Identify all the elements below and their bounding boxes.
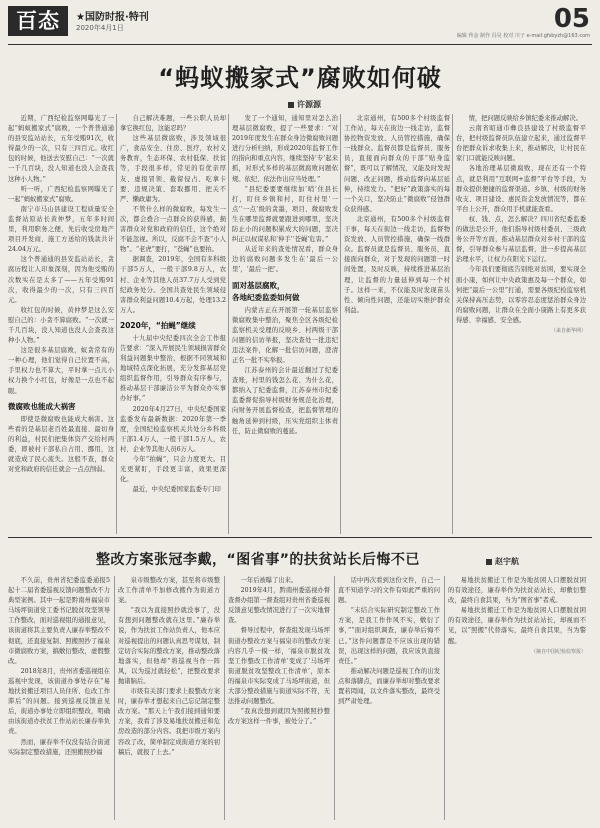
issue-date: 2020年4月1日: [76, 24, 124, 32]
body-paragraph: 这些基层微腐败，涉及领域很广，食品安全、住房、医疗，农村义务教育，生态环保、农村低保、扶贫等，手段很多样，常见的有优亲厚友、虚报冒领、截留侵占、吃拿卡要、违规决策、套取挪用、把关不严、懒政庸为。: [120, 135, 226, 203]
body-paragraph: 话中再次看到这份文件，自己一直不知道学习的文件有如此严重的问题。: [338, 577, 440, 605]
body-paragraph: 自己解决难题，一些公职人员却拿它换红包，这能忍吗？: [120, 115, 226, 133]
column-divider: [224, 576, 225, 820]
body-paragraph: 南宁市马山县建设工程质量安全监督站原站长黄仲梦，五年多时间里，利用职务之便，先后收受房地产项目开发商、施工方送给的钱款共计24.04万元。: [8, 205, 114, 254]
column-divider: [228, 114, 229, 534]
body-paragraph: 2020年4月27日，中央纪委国家监委发布最新数据：2020年第一季度，全国纪检监察机关共处分乡科级干部1.4万人，一般干部1.5万人，农村、企业等其他人员6万人。: [120, 405, 226, 453]
source-signature: （来自新华网）: [550, 327, 586, 334]
editor-credits: 编辑 佟金 制作 冯昊 校对 川子 e-mail:gfsbyzh@163.com: [456, 33, 590, 39]
body-paragraph: 各地治理基层微腐败，现在还有一个特点，就是利用“互联网+监督”平台等手段，为群众提供便捷的监督渠道。乡镇、村级的财务收支、项目建设、惠民资金发放情况等，都在平台上公开，群众用手机就能查看。: [456, 165, 586, 213]
body-paragraph: 督导过程中，督查组发现马场坪街道办整改方案与福泉市的整改方案内容几乎一模一样，‘福泉市脱贫攻坚工作整改工作清单’变成了‘马场坪街道脱贫攻坚整改工作清单’，原本的福泉市实际变成了马场坪街道，但大部分整改措施与街道实际不符，无法推动问题整改。: [228, 627, 330, 706]
column-divider: [340, 114, 341, 534]
body-paragraph: 内蒙古正在开展第一轮基层监察微腐败集中整治，聚焦全区各级纪检监察机关受理的反映乡、村两级干部问题的信访举报，坚决查处一批违纪违法案件，化解一批信访问题，澄清正名一批不实举报。: [232, 306, 338, 364]
body-paragraph: 发了一个通知，通知里对怎么治理基层微腐败，提了一些要求：“对2019年度发生在群众身边微腐败问题进行分析归纳，形成2020年监督工作的指向和重点内容，继续坚持‘专’起来抓，对形式多样的基层微腐败问题依规。依纪、依法作出应当处理。”: [232, 115, 338, 183]
body-paragraph: 易地扶贫搬迁工作是为地贫困人口摆脱贫困的有效途径，廉春举作为扶贫站站长，却视而不见，以“照搬”代替落实，最终自食其果，当为警醒。: [448, 607, 586, 645]
body-paragraph: “我以为直接照抄就没事了，没有想到问题整改就在这里。”廉春举说，作为扶贫工作站负责人，他本应对巡视提出的问题认真思考谋划，制定切合实际的整改方案，推动整改落地落实，但他却“将巡视当作一阵风，以为巡过就轻松”，把整改要求抛诸脑后。: [118, 607, 220, 685]
body-paragraph: 最近，中央纪委国家监委专门印: [132, 486, 221, 494]
article2-author: 赵宇航: [495, 557, 519, 566]
body-paragraph: 江苏泰州的会计最近翻过了纪委查账，村里的钱怎么花、为什么花，都纳入了纪委监督，江苏泰州市纪委监委督促指导村级财务规范化治理，向财务开展监督检查，把监督管理的触角延伸到村级，压实党组织主体责任，防止微腐败的蔓延。: [232, 367, 338, 435]
masthead: [8, 6, 592, 40]
article2-byline: [486, 556, 519, 567]
column-divider: [116, 114, 117, 534]
body-paragraph: 这是很多基层腐败，蚁贪常有的一种心理，他们觉得自己位置不高，手里权力也不算大，平时拿一点儿小权力换个小红包，好像是一点也不起眼。: [8, 347, 114, 395]
body-paragraph: 近期，广西纪检监察网曝光了一起“蚂蚁搬家式”腐败，一个普普通通的县安监站站长，五年受贿91次，收得最少的一次，只有三四百元。收红包的时候，他送去安慰自己：“一次就一千几百块，没人知道也没人会查我这种小人物。”: [8, 115, 114, 183]
article1-byline: [288, 99, 321, 110]
body-paragraph: 听一听，广西纪检监察网曝光了一起“蚂蚁搬家式”腐败。: [8, 185, 114, 203]
body-paragraph: 情，把问题反映给乡镇纪委来推动解决。: [468, 115, 582, 122]
masthead-divider: [8, 44, 592, 45]
body-paragraph: 市级有关部门要求上报整改方案时，廉春举才想起来自己忘记制定整改方案。“那天上午我们接到通知要方案，我看了涉及易地扶贫搬迁和危房改造的部分内容。我把市级方案内容改了改，简单制定成街道方案的初稿后，就报了上去。”: [118, 688, 220, 756]
body-paragraph: 十九届中央纪委四次全会工作报告要求：“深入开展民生领域损害群众利益问题集中整治，根据不同领域和地域特点深化拓展，充分发挥基层党组织监督作用，引导群众有序参与，推动基层干部廉洁公平为群众办实事办好事。”: [120, 334, 226, 403]
body-paragraph: 北京通州，有500多个村级监督干事，每天在街边一线走访，监督物资发放、人员管控措施，确保一线群众。监督员就是监督员、服务员，直接面向群众，对于发现的问题第一时间处置，及时反映，持续推进基层治理，让监督的力量延伸到每一个村子。这样一来，不仅能及时发现苗头性、倾向性问题，还能切实维护群众利益。: [344, 215, 450, 314]
article2-column-3: [228, 576, 330, 820]
body-paragraph: 今年“拍蝇”，只会力度更大。目光更紧盯，手段更丰富，效果更深化。: [120, 456, 226, 484]
article2-column-5: [448, 576, 586, 820]
section-subhead: 2020年，“拍蝇”继续: [120, 320, 196, 330]
article2-column-2: [118, 576, 220, 820]
article1-author: 许源源: [297, 100, 321, 109]
article1-title: “蚂蚁搬家式”腐败如何破: [158, 64, 442, 92]
body-paragraph: 据调查，2019年，全国有多科级干部5万人，一般干部9.8万人，农村、企业等其他人员37.7万人受到党纪政务处分。全国共查处民生领域侵害群众利益问题10.4万起，处理13.2万人。: [120, 256, 226, 314]
source-signature: （摘自中国纪检监察报）: [530, 648, 586, 655]
column-divider: [114, 576, 115, 820]
body-paragraph: 云南省昭通市彝良县建设了村级监督平台，把村级监督员队伍建立起来，通过监督平台把群众诉求收集上来，推动解决，让村民在家门口就能反映问题。: [456, 125, 586, 163]
body-paragraph: 然而，廉春举不仅没有结合街道实际制定整改措施，还照搬照抄福: [8, 738, 110, 756]
page-number: 05: [553, 4, 590, 34]
body-paragraph: 这个普通通的县安监站站长，贪腐历程让人印象深刻，因为他受贿的次数实在是太多了——五年受贿91次，收得最少的一次，只有三四百元。: [8, 256, 114, 304]
column-divider: [452, 114, 453, 534]
body-paragraph: 即使是微腐败也能成大祸害。这些看的是基层老百姓最直接、最切身的利益，村民们把集体资产交给村两委，即被村干部私自占用、挪用，这就造成了民心流失。这般不查，群众对党和政府的信任就会一点点削弱。: [8, 415, 114, 474]
body-paragraph: 不管什么样的微腐败，每发生一次，都会叠合一点群众的获得感，损害群众对党和政府的信任，这个绝对不能忽视。所以，反腐不会不查“小人物”。“老虎”要打，“苍蝇”也要拍。: [120, 205, 226, 254]
body-paragraph: “县纪委要要继续加‘哨’住县长打，盯住乡镇和村，盯住村里‘一点’‘一点’级的贪墨，项目、微腐败发生在哪里监督就要跟进到哪里，坚决防止小的问题积累成大的问题，坚决纠正以权谋私和‘伸手’‘苍蝇’危害。”: [232, 185, 338, 244]
article1-column-2: [120, 114, 226, 534]
body-paragraph: 2019年4月，黔南州委巡视办督查督办组第一督查组对贵州省委巡视反馈意见整改情况进行了一次实地督查。: [228, 587, 330, 625]
body-paragraph: 不久前，贵州省纪委监委通报5起十二届省委巡视反馈问题整改不力典型案例。其中一起是黔南州福泉市马场坪街道党工委书记脱贫攻坚领导工作整改，面对巡视组的通报意见，该街道将其主要负责人廉春举整改不彻底，还直接复制、照搬照抄了福泉市微腐败方案，搞敷衍整改，虚假整改。: [8, 577, 110, 665]
section-subhead: 面对基层腐败， 各地纪委监委如何做: [232, 280, 300, 302]
body-paragraph: “未结合实际研究制定整改工作方案，是我工作作风不实，敷衍了事，”“面对组织调查，廉春举后悔不已。”这件问题都是不应该出现的错误，出现这样的问题，我应该负直接责任。”: [338, 607, 440, 665]
body-paragraph: 泉市级整改方案，甚至将市级整改工作清单不加修改搬作为街道方案。: [118, 577, 220, 605]
section-subhead: 微腐败也能成大祸害: [8, 401, 76, 411]
article1-column-1: [8, 114, 114, 534]
byline-square-icon: [288, 102, 294, 108]
article-divider: [8, 537, 592, 538]
body-paragraph: 今年我们要彻底告别绝对贫困，要实现全面小康，如何让中央政策惠及每一个群众，如何把“最后一公里”打通，需要各级纪检监察机关保持高压态势，以零容忍态度惩治群众身边的腐败问题，让群众在全面小康路上有更多获得感、幸福感、安全感。: [456, 266, 586, 324]
article1-column-5: [456, 114, 586, 534]
body-paragraph: 推动解决问题是巡视工作的出发点和落脚点，而廉春举却对整改要求置若罔闻，以文件落实整改，最终受到严肃处理。: [338, 667, 440, 706]
article2-title: 整改方案张冠李戴，“图省事”的扶贫站长后悔不已: [96, 552, 420, 568]
section-logo: 百态: [8, 6, 68, 36]
article2-column-4: [338, 576, 440, 820]
body-paragraph: 2018年8月，贵州省委巡视组在巡视中发现，该街道办事处存在“易地扶贫搬迁项目人员住所、危改工作滞后”的问题。接到巡视反馈意见后，街道办事处立即组织整改，明确由该街道办扶贫工作站站长廉春举负责。: [8, 667, 110, 736]
body-paragraph: 易地扶贫搬迁工作是为地贫困人口摆脱贫困的有效途径，廉春举作为扶贫站站长，却敷衍整改，最终自食其果，当为“图省事”者戒。: [448, 577, 586, 605]
body-paragraph: 从近年来的查处情况看，群众身边的腐败问题多发生在‘最后一公里’，‘最后一把’。: [232, 246, 338, 274]
body-paragraph: “我真没想到就因为照搬照抄整改方案这样一件事，被处分了。”: [228, 708, 330, 726]
body-paragraph: 北京通州，有500多个村级监督工作站，每天在街边一线走访，监督协控物资发放、人员管控措施，确保一线群众。监督员都是监督员、服务员，直接面向群众的干部“贴身监督”，既可以了解情况，又能及时发现问题、改正问题，推动监督向基层延伸，持续发力。“把好”政策落实的每一个关口，坚决防止“微腐败”侵蚀群众获得感。: [344, 115, 450, 213]
series-title: ★国防时报·特刊: [76, 12, 149, 23]
body-paragraph: 权、钱、点，怎么解决？四川省纪委监委的做法是公开，他们指导村级村委员、三级政务公开等方面，推动基层群众对乡村干部的监督，引导群众参与基层监督，进一步提高基层治理水平，让权力在阳光下运行。: [456, 215, 586, 264]
article2-column-1: [8, 576, 110, 820]
column-divider: [444, 576, 445, 820]
body-paragraph: 一年后被曝了出来。: [240, 577, 298, 584]
column-divider: [334, 576, 335, 820]
article1-column-4: [344, 114, 450, 534]
article1-column-3: [232, 114, 338, 534]
byline-square-icon: [486, 559, 492, 565]
body-paragraph: 收红包的时候，黄仲梦是这么安慰自己的：小贪不算腐败。“一次就一千几百块，没人知道也没人会查我这种小人物。”: [8, 306, 114, 345]
